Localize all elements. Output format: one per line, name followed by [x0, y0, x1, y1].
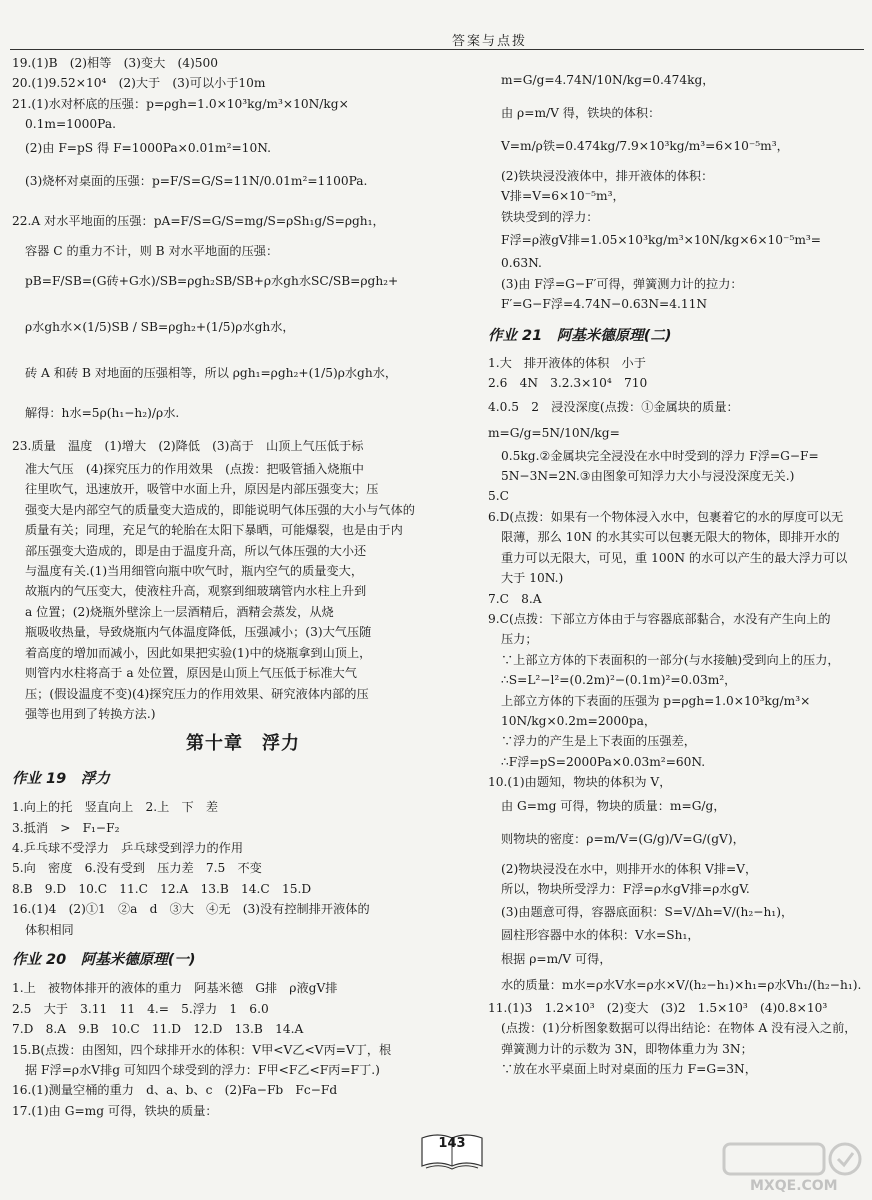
answer-line: 着高度的增加而减小，因此如果把实验(1)中的烧瓶拿到山顶上，: [25, 645, 372, 660]
answer-line: 故瓶内的气压变大，使液柱升高，观察到细玻璃管内水柱上升到: [25, 584, 367, 599]
answer-line: (点拨：(1)分析图象数据可以得出结论：在物体 A 没有浸入之前，: [501, 1021, 857, 1036]
answer-line: (3)烧杯对桌面的压强：p=F/S=G/S=11N/0.01m²=1100Pa.: [25, 173, 368, 188]
answer-line: 10.(1)由题知，物块的体积为 V，: [488, 775, 672, 790]
header-rule: [10, 49, 864, 50]
answer-line: 压力；: [501, 632, 538, 647]
answer-line: (3)由题意可得，容器底面积：S=V/Δh=V/(h₂−h₁)，: [501, 905, 794, 920]
answer-line: 铁块受到的浮力：: [501, 209, 599, 224]
answer-line: 5.C: [488, 489, 509, 504]
answer-line: 圆柱形容器中水的体积：V水=Sh₁，: [501, 928, 700, 943]
answer-line: 则物块的密度：ρ=m/V=(G/g)/V=G/(gV)，: [501, 831, 745, 846]
answer-line: 7.D 8.A 9.B 10.C 11.D 12.D 13.B 14.A: [12, 1022, 304, 1037]
open-book-icon: [418, 1126, 486, 1176]
answer-line: 19.(1)B (2)相等 (3)变大 (4)500: [12, 56, 218, 70]
answer-line: a 位置；(2)烧瓶外壁涂上一层酒精后，酒精会蒸发，从烧: [25, 604, 334, 619]
answer-line: 上部立方体的下表面的压强为 p=ρgh=1.0×10³kg/m³×: [501, 693, 811, 708]
answer-line: 4.乒乓球不受浮力 乒乓球受到浮力的作用: [12, 840, 244, 855]
answer-line: m=G/g=4.74N/10N/kg=0.474kg，: [501, 73, 715, 87]
hw20-title: 作业 20 阿基米德原理(一): [12, 951, 196, 968]
answer-line: 则管内水柱将高于 a 处位置，原因是山顶上气压低于标准大气: [25, 666, 357, 681]
answer-line: 0.5kg.②金属块完全浸没在水中时受到的浮力 F浮=G−F=: [501, 448, 819, 463]
answer-line: F′=G−F浮=4.74N−0.63N=4.11N: [501, 297, 708, 312]
answer-line: 23.质量 温度 (1)增大 (2)降低 (3)高于 山顶上气压低于标: [12, 439, 364, 454]
answer-line: (2)物块浸没在水中，则排开水的体积 V排=V，: [501, 861, 758, 876]
watermark-logo-icon: [720, 1140, 870, 1180]
answer-line: 2.6 4N 3.2.3×10⁴ 710: [488, 376, 648, 391]
answer-line: 16.(1)4 (2)①1 ②a d ③大 ④无 (3)没有控制排开液体的: [12, 902, 370, 917]
answer-line: (2)铁块浸没液体中，排开液体的体积：: [501, 169, 714, 183]
answer-line: 1.大 排开液体的体积 小于: [488, 355, 646, 370]
answer-line: (2)由 F=pS 得 F=1000Pa×0.01m²=10N.: [25, 140, 271, 155]
answer-line: 6.D(点拨：如果有一个物体浸入水中，包裹着它的水的厚度可以无: [488, 509, 844, 524]
watermark: [720, 1140, 870, 1198]
answer-line: 弹簧测力计的示数为 3N，即物体重力为 3N；: [501, 1041, 753, 1056]
answer-line: 限薄，那么 10N 的水其实可以包裹无限大的物体，即排开水的: [501, 530, 840, 545]
answer-line: 往里吹气，迅速放开，吸管中水面上升，原因是内部压强变大；压: [25, 482, 379, 497]
answer-line: 5N−3N=2N.③由图象可知浮力大小与浸没深度无关.): [501, 469, 795, 484]
answer-line: 部压强变大造成的，即是由于温度升高，所以气体压强的大小还: [25, 543, 367, 558]
answer-line: 由 ρ=m/V 得，铁块的体积：: [501, 106, 661, 120]
answer-line: 准大气压 (4)探究压力的作用效果 (点拨：把吸管插入烧瓶中: [25, 462, 364, 477]
answer-line: 据 F浮=ρ水V排g 可知四个球受到的浮力：F甲<F乙<F丙=F丁.): [25, 1063, 380, 1077]
answer-line: 9.C(点拨：下部立方体由于与容器底部黏合，水没有产生向上的: [488, 611, 831, 626]
answer-line: 水的质量：m水=ρ水V水=ρ水×V/(h₂−h₁)×h₁=ρ水Vh₁/(h₂−h₁).: [501, 977, 862, 992]
answer-line: 17.(1)由 G=mg 可得，铁块的质量：: [12, 1103, 218, 1118]
hw21-title: 作业 21 阿基米德原理(二): [488, 328, 672, 345]
answer-line: 0.1m=1000Pa.: [25, 117, 116, 132]
answer-line: 重力可以无限大，可见，重 100N 的水可以产生的最大浮力可以: [501, 550, 848, 565]
answer-line: 4.0.5 2 浸没深度(点拨：①金属块的质量：m=G/g=5N/10N/kg=: [488, 399, 739, 440]
answer-line: 压；(假设温度不变)(4)探究压力的作用效果、研究液体内部的压: [25, 686, 369, 701]
answer-line: 容器 C 的重力不计，则 B 对水平地面的压强：: [25, 243, 279, 258]
right-column: [488, 60, 866, 1079]
answer-line: ∵上部立方体的下表面积的一部分(与水接触)受到向上的压力，: [501, 652, 840, 667]
answer-line: 20.(1)9.52×10⁴ (2)大于 (3)可以小于10m: [12, 76, 266, 91]
page-header: [0, 0, 872, 52]
answer-line: 质量有关；同理，充足气的轮胎在太阳下暴晒，可能爆裂，也是由于内: [25, 523, 403, 538]
answer-line: 1.上 被物体排开的液体的重力 阿基米德 G排 ρ液gV排: [12, 981, 338, 996]
answer-line: ρ水gh水×(1/5)SB / SB=ρgh₂+(1/5)ρ水gh水，: [25, 320, 295, 335]
answer-line: ∴F浮=pS=2000Pa×0.03m²=60N.: [501, 754, 706, 769]
answer-line: 与温度有关.(1)当用细管向瓶中吹气时，瓶内空气的质量变大，: [25, 564, 364, 579]
hw19-title: 作业 19 浮力: [12, 770, 110, 787]
answer-line: 3.抵消 > F₁−F₂: [12, 820, 120, 835]
header-title: 答案与点拨: [452, 34, 528, 49]
answer-line: 8.B 9.D 10.C 11.C 12.A 13.B 14.C 15.D: [12, 881, 312, 896]
left-column: [12, 53, 474, 1121]
answer-line: pB=F/SB=(G砖+G水)/SB=ρgh₂SB/SB+ρ水gh水SC/SB=ρgh₂+: [25, 274, 399, 289]
answer-line: 体积相同: [25, 922, 74, 937]
answer-line: 21.(1)水对杯底的压强：p=ρgh=1.0×10³kg/m³×10N/kg×: [12, 96, 349, 111]
answer-line: ∴S=L²−l²=(0.2m)²−(0.1m)²=0.03m²，: [501, 673, 737, 688]
chapter-title: 第十章 浮力: [186, 733, 300, 755]
answer-line: F浮=ρ液gV排=1.05×10³kg/m³×10N/kg×6×10⁻⁵m³=: [501, 233, 822, 248]
answer-line: 强变大是内部空气的质量变大造成的，即能说明气体压强的大小与气体的: [25, 502, 415, 517]
answer-line: (3)由 F浮=G−F′可得，弹簧测力计的拉力：: [501, 276, 743, 291]
answer-line: ∵放在水平桌面上时对桌面的压力 F=G=3N，: [501, 1062, 757, 1076]
answer-line: 16.(1)测量空桶的重力 d、a、b、c (2)Fa−Fb Fc−Fd: [12, 1083, 338, 1098]
answer-line: 砖 A 和砖 B 对地面的压强相等，所以 ρgh₁=ρgh₂+(1/5)ρ水gh水，: [25, 366, 398, 381]
answer-line: 1.向上的托 竖直向上 2.上 下 差: [12, 800, 219, 815]
answer-line: 15.B(点拨：由图知，四个球排开水的体积：V甲<V乙<V丙=V丁，根: [12, 1042, 392, 1057]
answer-line: V=m/ρ铁=0.474kg/7.9×10³kg/m³=6×10⁻⁵m³，: [501, 139, 789, 153]
answer-line: 5.向 密度 6.没有受到 压力差 7.5 不变: [12, 861, 262, 876]
answer-line: 大于 10N.): [501, 571, 564, 586]
answer-line: 11.(1)3 1.2×10³ (2)变大 (3)2 1.5×10³ (4)0.8×10³: [488, 1000, 828, 1015]
page-number: 143: [438, 1136, 466, 1151]
page-number-badge: [418, 1126, 486, 1176]
answer-line: 7.C 8.A: [488, 591, 542, 606]
answer-line: 瓶吸收热量，导致烧瓶内气体温度降低，压强减小；(3)大气压随: [25, 625, 372, 640]
answer-line: 所以，物块所受浮力：F浮=ρ水gV排=ρ水gV.: [501, 881, 750, 896]
answer-line: 0.63N.: [501, 256, 542, 271]
answer-line: V排=V=6×10⁻⁵m³，: [501, 189, 625, 204]
answer-line: 10N/kg×0.2m=2000pa，: [501, 713, 657, 728]
answer-line: 22.A 对水平地面的压强：pA=F/S=G/S=mg/S=ρSh₁g/S=ρgh₁，: [12, 213, 385, 228]
watermark-url: MXQE.COM: [750, 1178, 838, 1194]
answer-line: 解得：h水=5ρ(h₁−h₂)/ρ水.: [25, 406, 180, 421]
answer-line: 根据 ρ=m/V 可得，: [501, 951, 612, 966]
answer-line: ∵浮力的产生是上下表面的压强差，: [501, 734, 696, 749]
answer-line: 2.5 大于 3.11 11 4.= 5.浮力 1 6.0: [12, 1001, 269, 1016]
answer-line: 强等也用到了转换方法.): [25, 706, 156, 721]
answer-line: 由 G=mg 可得，物块的质量：m=G/g，: [501, 798, 726, 813]
